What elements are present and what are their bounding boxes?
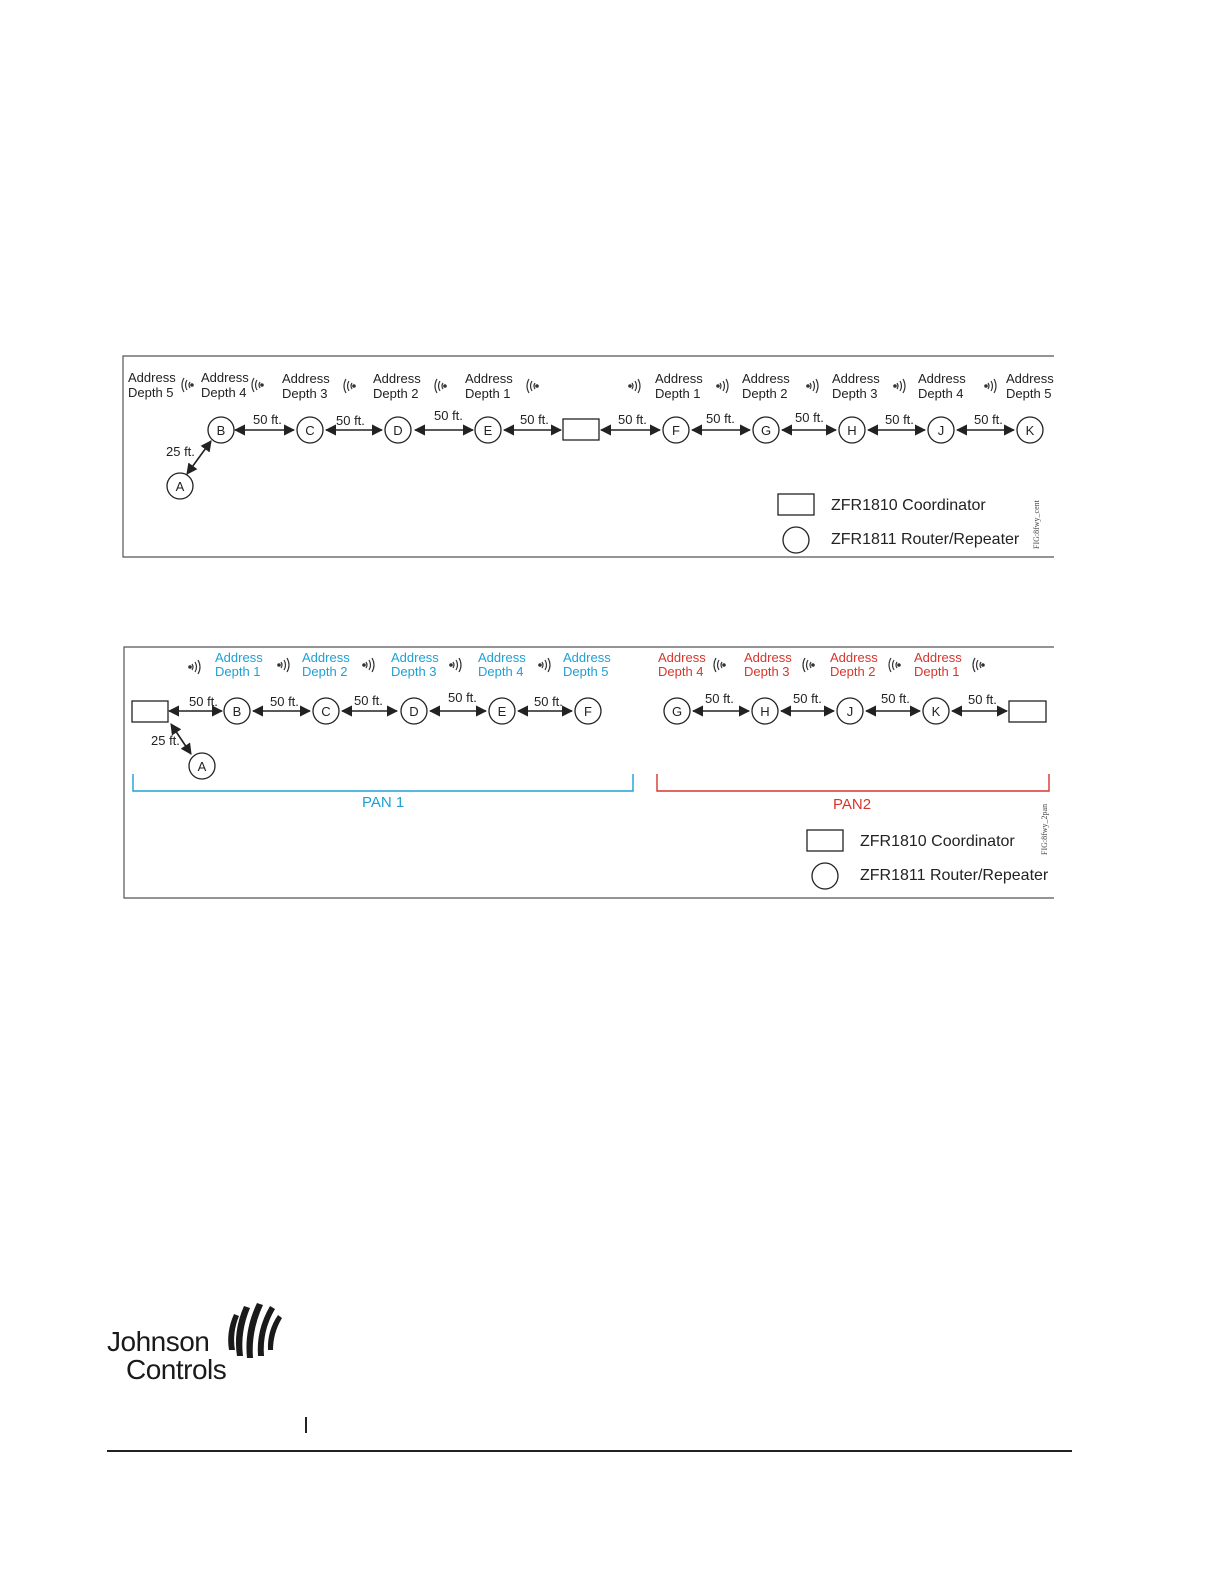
fig1-legend-coordinator-icon <box>778 494 814 515</box>
pan1-depth-label-2-line1: Address <box>302 650 350 665</box>
pan2-node-label: J <box>846 704 854 719</box>
pan1-distance-label: 50 ft. <box>534 694 563 709</box>
pan1-distance-label: 50 ft. <box>270 694 299 709</box>
pan2-node-label: K <box>931 704 941 719</box>
fig1-router-node <box>475 417 501 443</box>
figure-2-frame <box>124 647 1054 898</box>
fig1-depth-label-4-line2: Depth 2 <box>373 386 419 401</box>
fig2-legend-coordinator-icon <box>807 830 843 851</box>
pan1-depth-label-5-line2: Depth 5 <box>563 664 609 679</box>
pan2-node-label: G <box>671 704 683 719</box>
pan1-label: PAN 1 <box>362 794 405 811</box>
pan2-distance-label: 50 ft. <box>968 692 997 707</box>
fig1-node-label: C <box>305 423 315 438</box>
pan1-distance-label: 50 ft. <box>189 694 218 709</box>
wireless-signal-left-icon <box>252 378 263 392</box>
wireless-signal-left-icon <box>803 658 814 672</box>
fig1-depth-label <box>1006 371 1054 401</box>
wireless-signal-right-icon <box>807 379 818 393</box>
pan1-router-node <box>224 698 250 724</box>
wireless-signal-right-icon <box>629 379 640 393</box>
pan1-depth-label-2-line2: Depth 2 <box>302 664 348 679</box>
fig2-legend <box>807 830 1049 889</box>
pan2-router-node <box>752 698 778 724</box>
fig2-legend-coordinator-label: ZFR1810 Coordinator <box>860 833 1015 850</box>
pan1-depth-label-4-line1: Address <box>478 650 526 665</box>
fig1-distance-label: 50 ft. <box>795 410 824 425</box>
pan2-depth-label-2-line1: Address <box>744 650 792 665</box>
fig2-figure-id: FIG:8fwy_2pan <box>1040 803 1049 855</box>
pan1-node-label: B <box>232 704 242 719</box>
fig1-router-node <box>385 417 411 443</box>
fig1-router-node <box>1017 417 1043 443</box>
wireless-signal-left-icon <box>973 658 984 672</box>
fig1-depth-label-10-line2: Depth 5 <box>1006 386 1052 401</box>
figure-2-two-pan-network <box>124 647 1054 898</box>
logo-wordmark-line2: Controls <box>126 1354 227 1385</box>
fig1-depth-label-10-line1: Address <box>1006 371 1054 386</box>
fig1-node-label: F <box>672 423 680 438</box>
fig1-depth-label-7-line2: Depth 2 <box>742 386 788 401</box>
fig1-depth-label-1-line2: Depth 5 <box>128 385 174 400</box>
pan1-depth-labels <box>215 650 611 679</box>
wireless-signal-right-icon <box>189 660 200 674</box>
fig1-depth-label-5-line2: Depth 1 <box>465 386 511 401</box>
pan2-bracket <box>657 774 1049 791</box>
pan2-depth-label-4-line1: Address <box>914 650 962 665</box>
pan1-coordinator-node <box>132 701 168 722</box>
wireless-signal-right-icon <box>985 379 996 393</box>
pan2-depth-label-1-line1: Address <box>658 650 706 665</box>
wireless-signal-left-icon <box>182 378 193 392</box>
pan2-node-label: H <box>760 704 770 719</box>
fig1-depth-label-7-line1: Address <box>742 371 790 386</box>
fig1-depth-label <box>465 371 513 401</box>
wireless-signal-left-icon <box>435 379 446 393</box>
wireless-signal-right-icon <box>539 658 550 672</box>
fig1-depth-label-1-line1: Address <box>128 370 176 385</box>
pan1-distance-label: 50 ft. <box>354 693 383 708</box>
fig1-legend-router-label: ZFR1811 Router/Repeater <box>831 531 1020 548</box>
fig1-depth-label-2-line2: Depth 4 <box>201 385 247 400</box>
fig1-distance-label: 50 ft. <box>974 412 1003 427</box>
fig1-node-label: D <box>393 423 403 438</box>
pan2-depth-label-3-line1: Address <box>830 650 878 665</box>
wireless-signal-left-icon <box>344 379 355 393</box>
fig2-legend-router-label: ZFR1811 Router/Repeater <box>860 867 1049 884</box>
pan2-router-node <box>923 698 949 724</box>
fig1-depth-label <box>373 371 421 401</box>
fig1-distance-label: 50 ft. <box>253 412 282 427</box>
fig1-legend-router-icon <box>783 527 809 553</box>
fig1-node-label: J <box>937 423 945 438</box>
pan2-coordinator-node <box>1009 701 1046 722</box>
wireless-signal-right-icon <box>278 658 289 672</box>
fig1-depth-label-2-line1: Address <box>201 370 249 385</box>
fig1-depth-label <box>832 371 880 401</box>
pan1-router-node <box>575 698 601 724</box>
pan1-depth-label-1-line2: Depth 1 <box>215 664 261 679</box>
pan1-node-label: C <box>321 704 331 719</box>
pan1-router-node <box>313 698 339 724</box>
pan1-router-node <box>489 698 515 724</box>
pan2-depth-label-1-line2: Depth 4 <box>658 664 704 679</box>
fig1-depth-label-4-line1: Address <box>373 371 421 386</box>
pan1-node-label: F <box>584 704 592 719</box>
pan1-depth-label-1-line1: Address <box>215 650 263 665</box>
wireless-signal-right-icon <box>717 379 728 393</box>
fig1-router-node <box>167 473 193 499</box>
fig1-node-label: K <box>1025 423 1035 438</box>
fig1-distance-label: 25 ft. <box>166 444 195 459</box>
fig1-distance-label: 50 ft. <box>336 413 365 428</box>
fig1-depth-label <box>742 371 790 401</box>
fig2-legend-router-icon <box>812 863 838 889</box>
wireless-signal-right-icon <box>894 379 905 393</box>
pan1-depth-label-5-line1: Address <box>563 650 611 665</box>
pan1-node-label: A <box>197 759 207 774</box>
fig1-node-label: E <box>483 423 493 438</box>
fig1-depth-label-8-line2: Depth 3 <box>832 386 878 401</box>
footer-separator-bar <box>305 1417 307 1433</box>
fig1-distance-label: 50 ft. <box>520 412 549 427</box>
pan1-depth-label-3-line1: Address <box>391 650 439 665</box>
fig1-depth-label <box>128 370 176 400</box>
pan1-router-node <box>401 698 427 724</box>
fig1-depth-label-8-line1: Address <box>832 371 880 386</box>
wireless-signal-right-icon <box>363 658 374 672</box>
pan2-router-node <box>664 698 690 724</box>
fig1-node-label: G <box>760 423 772 438</box>
fig1-depth-label <box>282 371 330 401</box>
pan1-node-label: D <box>409 704 419 719</box>
pan1-depth-label-3-line2: Depth 3 <box>391 664 437 679</box>
pan2-distance-label: 50 ft. <box>705 691 734 706</box>
footer-rule <box>107 1450 1072 1452</box>
figure-1-centralized-network <box>123 356 1054 557</box>
pan1-router-node <box>189 753 215 779</box>
fig1-distance-label: 50 ft. <box>618 412 647 427</box>
fig1-depth-label <box>918 371 966 401</box>
fig1-depth-label-9-line1: Address <box>918 371 966 386</box>
fig1-router-node <box>663 417 689 443</box>
fig1-router-node <box>839 417 865 443</box>
logo-wordmark-line1: Johnson <box>107 1326 210 1357</box>
fig1-depth-label-6-line2: Depth 1 <box>655 386 701 401</box>
fig1-router-node <box>928 417 954 443</box>
fig1-depth-label <box>201 370 249 400</box>
pan2-router-node <box>837 698 863 724</box>
fig1-coordinator-node <box>563 419 599 440</box>
pan2-distance-label: 50 ft. <box>793 691 822 706</box>
fig1-depth-label-9-line2: Depth 4 <box>918 386 964 401</box>
pan1-node-label: E <box>497 704 507 719</box>
pan2-depth-label-4-line2: Depth 1 <box>914 664 960 679</box>
wireless-signal-left-icon <box>527 379 538 393</box>
fig1-distance-label: 50 ft. <box>885 412 914 427</box>
fig1-figure-id: FIG:8fwy_cent <box>1032 500 1041 549</box>
pan1-depth-label-4-line2: Depth 4 <box>478 664 524 679</box>
johnson-controls-logo-mark <box>228 1303 282 1358</box>
wireless-signal-right-icon <box>450 658 461 672</box>
fig1-router-node <box>208 417 234 443</box>
fig1-depth-label-3-line1: Address <box>282 371 330 386</box>
pan1-distance-label: 25 ft. <box>151 733 180 748</box>
pan1-distance-label: 50 ft. <box>448 690 477 705</box>
fig1-legend <box>778 494 1020 553</box>
pan2-label: PAN2 <box>833 796 872 813</box>
fig1-depth-label-3-line2: Depth 3 <box>282 386 328 401</box>
fig1-router-node <box>753 417 779 443</box>
fig1-legend-coordinator-label: ZFR1810 Coordinator <box>831 497 986 514</box>
pan2-distance-label: 50 ft. <box>881 691 910 706</box>
fig1-depth-label <box>655 371 703 401</box>
fig1-depth-label-6-line1: Address <box>655 371 703 386</box>
wireless-signal-left-icon <box>714 658 725 672</box>
pan2-depth-label-2-line2: Depth 3 <box>744 664 790 679</box>
wireless-signal-left-icon <box>889 658 900 672</box>
fig1-depth-label-5-line1: Address <box>465 371 513 386</box>
fig1-distance-label: 50 ft. <box>706 411 735 426</box>
fig1-router-node <box>297 417 323 443</box>
fig1-node-label: A <box>175 479 185 494</box>
pan2-depth-label-3-line2: Depth 2 <box>830 664 876 679</box>
fig1-distance-label: 50 ft. <box>434 408 463 423</box>
fig1-node-label: B <box>216 423 226 438</box>
fig1-node-label: H <box>847 423 857 438</box>
